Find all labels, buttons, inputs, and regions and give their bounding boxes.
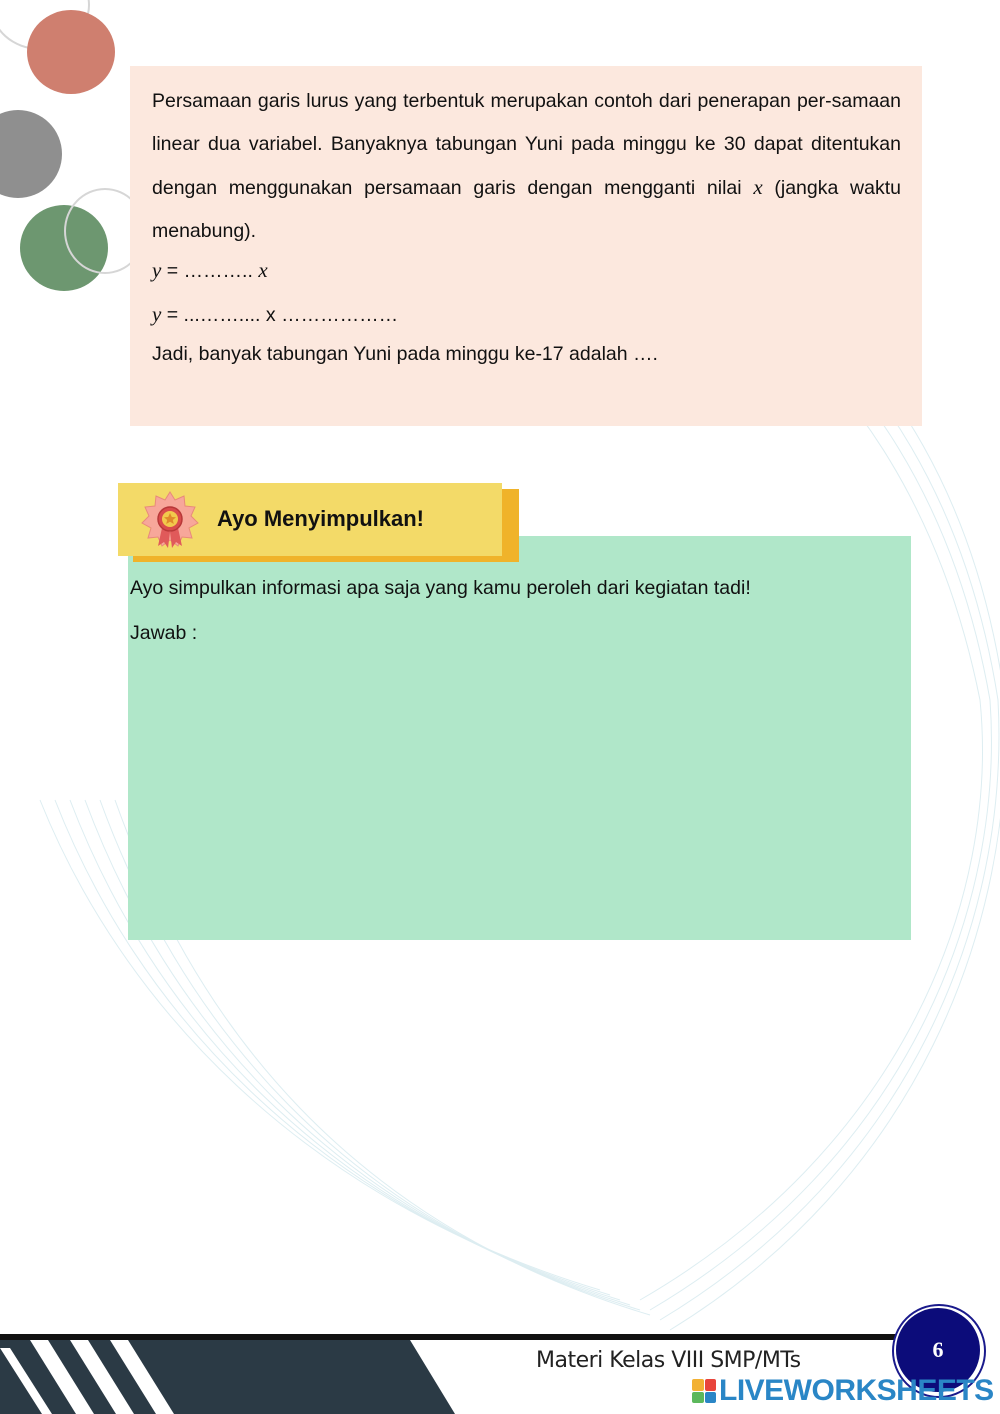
paragraph-text: Persamaan garis lurus yang terbentuk merupakan contoh dari penerapan per-samaan linear dua variabel. Banyaknya tabungan Yuni pada minggu ke 30 dapat ditentukan dengan menggunakan persamaan garis dengan mengganti nilai [152, 90, 901, 199]
liveworksheets-logo-icon [692, 1379, 716, 1403]
info-paragraph [152, 80, 901, 253]
footer-stripe-band [0, 1340, 460, 1414]
conclusion-question: Jadi, banyak tabungan Yuni pada minggu ke-17 adalah …. [152, 343, 658, 365]
page-number: 6 [896, 1308, 980, 1392]
brand-watermark [692, 1374, 994, 1408]
paragraph-variable: x [753, 175, 763, 199]
equation-1-y: y [152, 258, 162, 282]
equation-line-1 [152, 258, 268, 283]
section-title: Ayo Menyimpulkan! [217, 506, 424, 531]
answer-input-area[interactable] [128, 654, 911, 934]
award-badge-icon [140, 490, 200, 552]
footer-course-label: Materi Kelas VIII SMP/MTs [536, 1348, 801, 1373]
equation-line-2 [152, 302, 398, 327]
equation-2-blanks[interactable]: = ...…….... x ……………… [166, 304, 399, 326]
paragraph-tail: (jangka waktu menabung). [152, 177, 901, 242]
footer-rule [0, 1334, 900, 1340]
answer-label: Jawab : [130, 622, 198, 644]
section-prompt: Ayo simpulkan informasi apa saja yang kamu peroleh dari kegiatan tadi! [130, 577, 751, 599]
equation-2-y: y [152, 302, 162, 326]
brand-name: LIVEWORKSHEETS [719, 1374, 994, 1407]
equation-1-blank[interactable]: = ……….. [166, 260, 253, 282]
decorative-circle-red [27, 10, 115, 94]
equation-1-x: x [258, 258, 268, 282]
